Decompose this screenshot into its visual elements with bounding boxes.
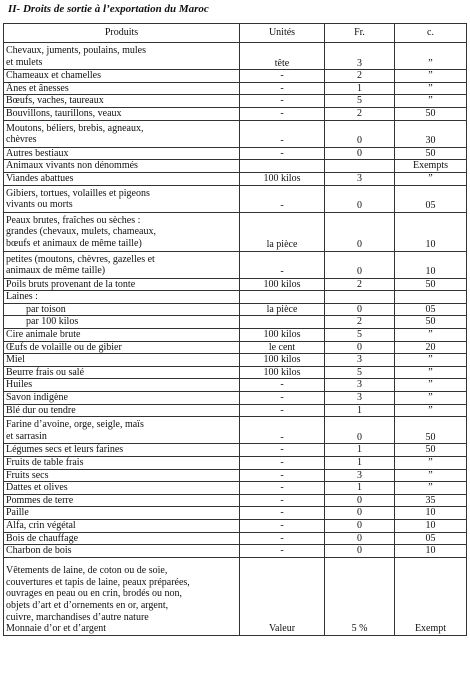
centimes-cell: ”: [395, 70, 467, 83]
francs-cell: 2: [325, 278, 395, 291]
francs-cell: 0: [325, 494, 395, 507]
unit-cell: -: [240, 545, 325, 558]
product-cell: [4, 291, 240, 304]
product-cell: [4, 160, 240, 173]
product-name: vivants ou morts: [6, 199, 73, 211]
product-name: Farine d’avoine, orge, seigle, maïs: [6, 419, 144, 431]
product-name: Peaux brutes, fraîches ou sèches :: [6, 214, 141, 226]
table-row: [4, 379, 467, 392]
product-name: Chameaux et chamelles: [6, 70, 101, 82]
francs-cell: 1: [325, 444, 395, 457]
unit-cell: 100 kilos: [240, 329, 325, 342]
unit-cell: 100 kilos: [240, 366, 325, 379]
product-cell: [4, 147, 240, 160]
centimes-cell: ”: [395, 404, 467, 417]
francs-cell: 1: [325, 82, 395, 95]
francs-cell: 3: [325, 354, 395, 367]
unit-cell: -: [240, 457, 325, 470]
table-body: [4, 43, 467, 636]
unit-cell: 100 kilos: [240, 354, 325, 367]
unit-cell: [240, 291, 325, 304]
product-name: Moutons, béliers, brebis, agneaux,: [6, 122, 144, 134]
product-name: Fruits de table frais: [6, 457, 84, 468]
centimes-cell: 50: [395, 444, 467, 457]
centimes-cell: 05: [395, 303, 467, 316]
unit-cell: -: [240, 444, 325, 457]
table-row: [4, 316, 467, 329]
table-row: [4, 494, 467, 507]
unit-cell: -: [240, 532, 325, 545]
table-row: [4, 120, 467, 147]
francs-cell: 0: [325, 507, 395, 520]
table-row: [4, 545, 467, 558]
product-name: Bouvillons, taurillons, veaux: [6, 107, 122, 119]
table-row: [4, 329, 467, 342]
centimes-cell: ”: [395, 392, 467, 405]
francs-cell: 0: [325, 545, 395, 558]
centimes-cell: 10: [395, 212, 467, 251]
table-row: [4, 444, 467, 457]
product-cell: [4, 341, 240, 354]
product-name: Miel: [6, 354, 25, 366]
product-cell: [4, 329, 240, 342]
product-cell: [4, 532, 240, 545]
product-cell: [4, 95, 240, 108]
product-name: cuivre, marchandises d’autre nature: [6, 611, 149, 623]
product-name: grandes (chevaux, mulets, chameaux,: [6, 226, 156, 238]
export-duties-table: [3, 23, 467, 636]
table-row: [4, 107, 467, 120]
product-name: Laines :: [6, 291, 38, 303]
product-name: Animaux vivants non dénommés: [6, 160, 138, 172]
centimes-cell: 10: [395, 545, 467, 558]
header-centimes: c.: [395, 24, 467, 43]
centimes-cell: ”: [395, 457, 467, 470]
product-cell: [4, 482, 240, 495]
table-row: [4, 278, 467, 291]
unit-cell: -: [240, 147, 325, 160]
centimes-cell: 50: [395, 147, 467, 160]
francs-cell: 5: [325, 366, 395, 379]
centimes-cell: 10: [395, 507, 467, 520]
product-name: Légumes secs et leurs farines: [6, 444, 124, 456]
table-row: [4, 507, 467, 520]
product-cell: [4, 278, 240, 291]
francs-cell: 1: [325, 482, 395, 495]
francs-cell: 3: [325, 379, 395, 392]
centimes-cell: ”: [395, 482, 467, 495]
unit-cell: tête: [240, 43, 325, 70]
francs-cell: 1: [325, 457, 395, 470]
product-cell: [4, 316, 240, 329]
centimes-cell: 35: [395, 494, 467, 507]
francs-cell: [325, 160, 395, 173]
product-name: Fruits secs: [6, 469, 49, 481]
centimes-cell: 50: [395, 316, 467, 329]
unit-cell: -: [240, 95, 325, 108]
francs-cell: 0: [325, 185, 395, 212]
centimes-cell: 30: [395, 120, 467, 147]
francs-cell: 0: [325, 251, 395, 278]
table-row: [4, 303, 467, 316]
unit-cell: le cent: [240, 341, 325, 354]
francs-cell: 3: [325, 469, 395, 482]
product-name: Charbon de bois: [6, 545, 72, 557]
table-row: [4, 185, 467, 212]
unit-cell: Valeur: [240, 557, 325, 635]
product-name: bœufs et animaux de même taille): [6, 237, 142, 249]
francs-cell: 0: [325, 120, 395, 147]
francs-cell: [325, 291, 395, 304]
centimes-cell: ”: [395, 172, 467, 185]
product-name: animaux de même taille): [6, 265, 106, 277]
product-cell: [4, 379, 240, 392]
table-row: [4, 482, 467, 495]
centimes-cell: 50: [395, 278, 467, 291]
table-row: [4, 469, 467, 482]
product-cell: [4, 107, 240, 120]
unit-cell: -: [240, 494, 325, 507]
unit-cell: -: [240, 404, 325, 417]
francs-cell: 3: [325, 172, 395, 185]
product-cell: [4, 172, 240, 185]
product-cell: [4, 120, 240, 147]
product-name: Paille: [6, 507, 29, 519]
francs-cell: 2: [325, 107, 395, 120]
unit-cell: -: [240, 417, 325, 444]
centimes-cell: 10: [395, 251, 467, 278]
unit-cell: -: [240, 519, 325, 532]
table-row: [4, 392, 467, 405]
product-cell: [4, 43, 240, 70]
product-cell: [4, 366, 240, 379]
centimes-cell: [395, 291, 467, 304]
francs-cell: 2: [325, 316, 395, 329]
table-row: [4, 291, 467, 304]
unit-cell: 100 kilos: [240, 278, 325, 291]
product-name: Cire animale brute: [6, 329, 81, 341]
table-row: [4, 160, 467, 173]
product-cell: [4, 404, 240, 417]
product-name: et mulets: [6, 56, 43, 68]
product-cell: [4, 557, 240, 635]
product-name: Savon indigène: [6, 392, 68, 404]
product-name: Dattes et olives: [6, 482, 68, 494]
header-unites: Unités: [240, 24, 325, 43]
unit-cell: -: [240, 107, 325, 120]
francs-cell: 0: [325, 417, 395, 444]
francs-cell: 0: [325, 147, 395, 160]
unit-cell: -: [240, 379, 325, 392]
unit-cell: -: [240, 469, 325, 482]
centimes-cell: 50: [395, 417, 467, 444]
unit-cell: la pièce: [240, 212, 325, 251]
francs-cell: 2: [325, 70, 395, 83]
centimes-cell: Exempt: [395, 557, 467, 635]
unit-cell: -: [240, 120, 325, 147]
unit-cell: -: [240, 392, 325, 405]
table-row: [4, 341, 467, 354]
product-cell: [4, 417, 240, 444]
unit-cell: la pièce: [240, 303, 325, 316]
francs-cell: 0: [325, 212, 395, 251]
table-row: [4, 43, 467, 70]
product-name: ouvrages en peau ou en crin, brodés ou non,: [6, 588, 183, 600]
product-name: couvertures et tapis de laine, peaux préparées,: [6, 576, 190, 588]
header-francs: Fr.: [325, 24, 395, 43]
product-name: Œufs de volaille ou de gibier: [6, 341, 122, 353]
product-name: chèvres: [6, 134, 37, 146]
product-name: Beurre frais ou salé: [6, 366, 85, 378]
product-cell: [4, 354, 240, 367]
table-row: [4, 404, 467, 417]
centimes-cell: ”: [395, 329, 467, 342]
product-name: Bois de chauffage: [6, 532, 79, 544]
table-header: [4, 24, 467, 43]
centimes-cell: Exempts: [395, 160, 467, 173]
product-cell: [4, 519, 240, 532]
unit-cell: -: [240, 70, 325, 83]
product-cell: [4, 303, 240, 316]
table-row: [4, 532, 467, 545]
centimes-cell: 20: [395, 341, 467, 354]
product-cell: [4, 469, 240, 482]
product-cell: [4, 494, 240, 507]
unit-cell: -: [240, 82, 325, 95]
unit-cell: -: [240, 251, 325, 278]
unit-cell: [240, 316, 325, 329]
unit-cell: -: [240, 185, 325, 212]
centimes-cell: ”: [395, 82, 467, 95]
product-cell: [4, 70, 240, 83]
table-row: [4, 172, 467, 185]
product-name: Blé dur ou tendre: [6, 404, 76, 416]
product-name: petites (moutons, chèvres, gazelles et: [6, 253, 155, 265]
product-name: Alfa, crin végétal: [6, 519, 76, 531]
product-name: Huiles: [6, 379, 33, 391]
centimes-cell: 05: [395, 532, 467, 545]
product-name: par toison: [26, 303, 66, 315]
product-name: Gibiers, tortues, volailles et pigeons: [6, 187, 150, 199]
francs-cell: 1: [325, 404, 395, 417]
table-row: [4, 212, 467, 251]
unit-cell: 100 kilos: [240, 172, 325, 185]
product-name: Chevaux, juments, poulains, mules: [6, 45, 146, 56]
product-name: Monnaie d’or et d’argent: [6, 623, 107, 635]
unit-cell: -: [240, 482, 325, 495]
product-cell: [4, 507, 240, 520]
table-row: [4, 354, 467, 367]
table-row: [4, 251, 467, 278]
centimes-cell: 05: [395, 185, 467, 212]
table-row: [4, 147, 467, 160]
product-name: Poils bruts provenant de la tonte: [6, 278, 136, 290]
centimes-cell: ”: [395, 379, 467, 392]
francs-cell: 5: [325, 95, 395, 108]
product-cell: [4, 444, 240, 457]
table-row: [4, 70, 467, 83]
table-row: [4, 82, 467, 95]
centimes-cell: ”: [395, 43, 467, 70]
table-row: [4, 417, 467, 444]
product-name: Autres bestiaux: [6, 147, 69, 159]
product-cell: [4, 457, 240, 470]
francs-cell: 3: [325, 392, 395, 405]
centimes-cell: ”: [395, 354, 467, 367]
table-row: [4, 95, 467, 108]
product-name: et sarrasin: [6, 430, 47, 442]
product-name: Pommes de terre: [6, 494, 74, 506]
product-cell: [4, 82, 240, 95]
header-produits: Produits: [4, 24, 240, 43]
product-cell: [4, 251, 240, 278]
centimes-cell: ”: [395, 95, 467, 108]
unit-cell: [240, 160, 325, 173]
francs-cell: 0: [325, 519, 395, 532]
product-name: Ânes et ânesses: [6, 82, 69, 94]
product-cell: [4, 392, 240, 405]
francs-cell: 3: [325, 43, 395, 70]
table-row: [4, 519, 467, 532]
product-cell: [4, 545, 240, 558]
unit-cell: -: [240, 507, 325, 520]
francs-cell: 5: [325, 329, 395, 342]
francs-cell: 0: [325, 341, 395, 354]
product-name: Vêtements de laine, de coton ou de soie,: [6, 565, 168, 577]
table-row: [4, 557, 467, 635]
product-cell: [4, 185, 240, 212]
product-cell: [4, 212, 240, 251]
document-title: II- Droits de sortie à l’exportation du Maroc: [8, 3, 209, 15]
centimes-cell: 10: [395, 519, 467, 532]
table-row: [4, 457, 467, 470]
francs-cell: 0: [325, 303, 395, 316]
product-name: Viandes abattues: [6, 172, 74, 184]
product-name: objets d’art et d’ornements en or, argent,: [6, 599, 169, 611]
centimes-cell: ”: [395, 366, 467, 379]
table-row: [4, 366, 467, 379]
centimes-cell: ”: [395, 469, 467, 482]
product-name: Bœufs, vaches, taureaux: [6, 95, 104, 107]
francs-cell: 0: [325, 532, 395, 545]
francs-cell: 5 %: [325, 557, 395, 635]
product-name: par 100 kilos: [26, 316, 79, 328]
centimes-cell: 50: [395, 107, 467, 120]
